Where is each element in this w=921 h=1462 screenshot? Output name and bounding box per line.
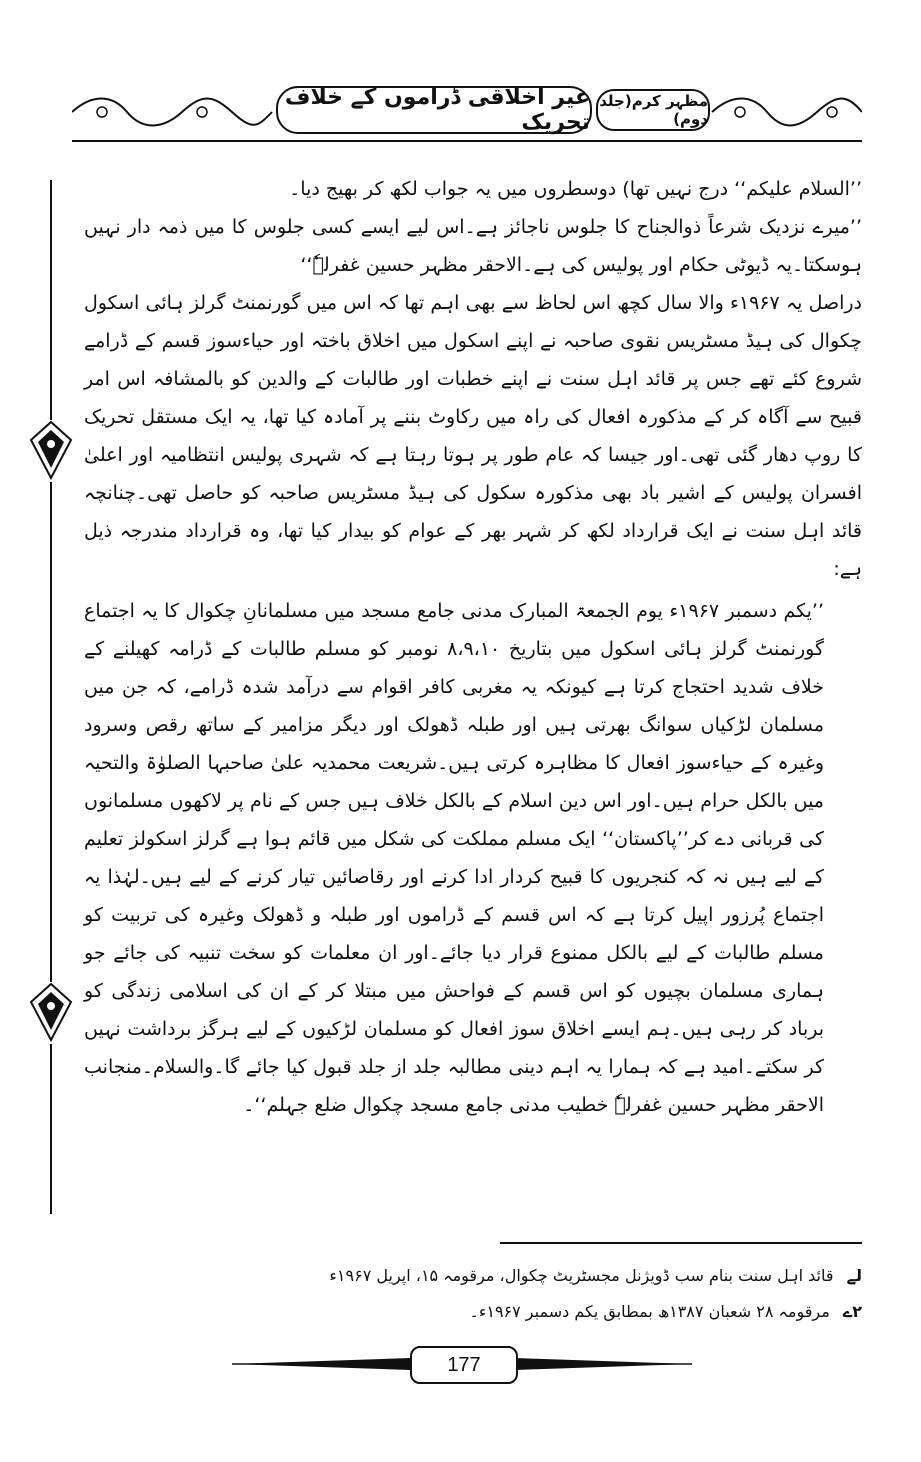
header-volume-box [596,89,710,131]
page-footer [232,1342,692,1386]
paragraph: دراصل یہ ۱۹۶۷ء والا سال کچھ اس لحاظ سے بھی اہم تھا کہ اس میں گورنمنٹ گرلز ہائی اسکول چکوال کی ہیڈ مسٹریس نقوی صاحبہ نے اپنے اسکول میں اخلاق باختہ اور حیاءسوز قسم کے ڈرامے شروع کئے تھے جس پر قائد اہل سنت نے اپنے خطبات اور طالبات کے والدین کو بالمشافہ اس امر قبیح سے آگاہ کر کے مذکورہ افعال کی راہ میں رکاوٹ بننے پر آمادہ کیا تھا، یہ ایک مستقل تحریک کا روپ دھار گئی تھی۔اور جیسا کہ عام طور پر ہوتا رہتا ہے کہ شہری پولیس انتظامیہ اور اعلیٰ افسران پولیس کے اشیر باد بھی مذکورہ سکول کی ہیڈ مسٹریس صاحبہ کو حاصل تھی۔چنانچہ قائد اہل سنت نے ایک قرارداد لکھ کر شہر بھر کے عوام کو بیدار کیا تھا، وہ قرارداد مندرجہ ذیل ہے: [84,292,862,580]
footnote-rule [500,1242,862,1244]
footnote-text: مرقومہ ۲۸ شعبان ۱۳۸۷ھ بمطابق یکم دسمبر ۱۹۶۷ء۔ [469,1302,830,1321]
running-header [72,80,862,148]
header-volume: مظہر کرم(جلد دوم) [599,92,708,128]
footnote-marker: لے [846,1266,862,1285]
paragraph: ’’السلام علیکم‘‘ درج نہیں تھا) دوسطروں میں یہ جواب لکھ کر بھیج دیا۔ [289,178,862,200]
page-number: 177 [410,1346,518,1384]
margin-line-middle [50,482,52,982]
margin-line-bottom [50,1044,52,1214]
header-rule [72,140,862,142]
footnote [84,1294,862,1330]
resolution-quote: ’’یکم دسمبر ۱۹۶۷ء یوم الجمعۃ المبارک مدنی جامع مسجد میں مسلمانانِ چکوال کا یہ اجتماع گورنمنٹ گرلز ہائی اسکول میں بتاریخ ۸،۹،۱۰ نومبر کو مسلم طالبات کے ڈرامہ کھیلنے کے خلاف شدید احتجاج کرتا ہے کیونکہ یہ مغربی کافر اقوام سے درآمد شدہ ڈرامے، کہ جن میں مسلمان لڑکیاں سوانگ بھرتی ہیں اور طبلہ ڈھولک اور دیگر مزامیر کے ساتھ رقص وسرود وغیرہ کے حیاءسوز افعال کا مظاہرہ کرتی ہیں۔شریعت محمدیہ علیٰ صاحبہا الصلوٰۃ والتحیہ میں بالکل حرام ہیں۔اور اس دین اسلام کے بالکل خلاف ہیں جس کے نام پر لاکھوں مسلمانوں کی قربانی دے کر’’پاکستان‘‘ ایک مسلم مملکت کی شکل میں قائم ہوا ہے گرلز اسکولز تعلیم کے لیے ہیں نہ کہ کنجریوں کا قبیح کردار ادا کرنے اور رقاصائیں تیار کرنے کے لیے ہیں۔لہٰذا یہ اجتماع پُرزور اپیل کرتا ہے کہ اس قسم کے ڈراموں اور طبلہ و ڈھولک وغیرہ کی تربیت کو مسلم طالبات کے لیے بالکل ممنوع قرار دیا جائے۔اور ان معلمات کو سخت تنبیہ کی جائے جو ہماری مسلمان بچیوں کو اس قسم کے فواحش میں مبتلا کر کے ان کی اسلامی زندگی کو برباد کر رہی ہیں۔ہم ایسے اخلاق سوز افعال کو مسلمان لڑکیوں کے لیے ہرگز برداشت نہیں کر سکتے۔امید ہے کہ ہمارا یہ اہم دینی مطالبہ جلد از جلد قبول کیا جائے گا۔والسلام۔منجانب الاحقر مظہر حسین غفرلہٗ خطیب مدنی جامع مسجد چکوال ضلع جہلم‘‘۔ [84,600,824,1116]
footnote-text: قائد اہل سنت بنام سب ڈویژنل مجسٹریٹ چکوال، مرقومہ ۱۵، اپریل ۱۹۶۷ء [329,1266,834,1285]
paragraph: ’’میرے نزدیک شرعاً ذوالجناح کا جلوس ناجائز ہے۔اس لیے ایسے کسی جلوس کا میں ذمہ دار نہیں ہوسکتا۔یہ ڈیوٹی حکام اور پولیس کی ہے۔الاحقر مظہر حسین غفرلہٗ‘‘ [84,216,862,276]
header-title: غیر اخلاقی ڈراموں کے خلاف تحریک [284,85,590,135]
margin-ornament-upper-icon [26,420,76,480]
footnotes [84,1258,862,1330]
footnote [84,1258,862,1294]
main-text [84,170,862,1124]
footnote-marker: ۲ے [842,1302,862,1321]
header-title-box [276,86,592,134]
margin-ornament-lower-icon [26,982,76,1042]
margin-line-top [50,180,52,420]
